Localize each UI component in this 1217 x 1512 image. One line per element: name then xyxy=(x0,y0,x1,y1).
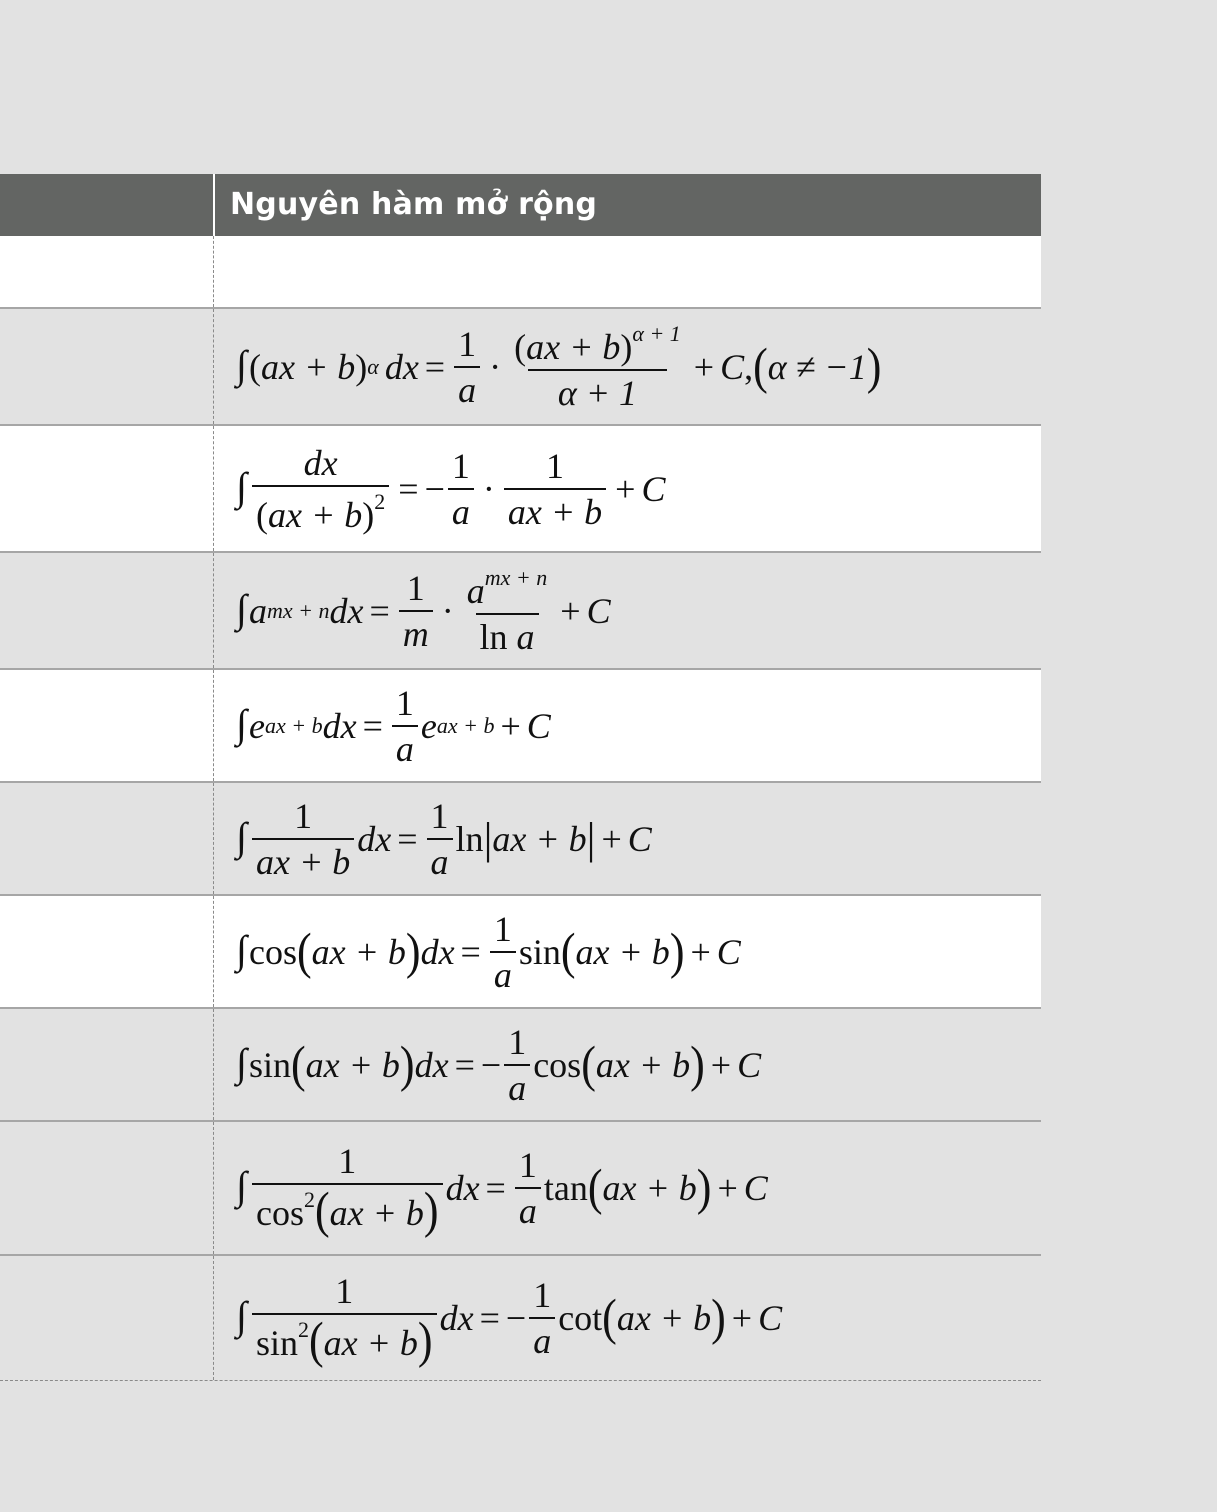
left-cell xyxy=(0,309,214,424)
table-row xyxy=(0,896,1041,1009)
left-cell xyxy=(0,783,214,894)
table-row xyxy=(0,426,1041,553)
formula-sec-squared: ∫ $\frac{1}{\cos^2(ax + b)}$ dx = $\frac{1}{a}$ tan ( ax + b ) + C xyxy=(236,1141,768,1239)
table-header xyxy=(0,174,1041,236)
formula-sine: ∫ sin ( ax + b ) dx = − $\frac{1}{a}$ cos ( ax + b ) + C xyxy=(236,1021,762,1108)
table-row xyxy=(0,1256,1041,1381)
table-row xyxy=(0,553,1041,670)
left-cell xyxy=(0,426,214,551)
formula-cosine: ∫ cos ( ax + b ) dx = $\frac{1}{a}$ sin ( ax + b ) + C xyxy=(236,908,741,995)
table-row xyxy=(0,1122,1041,1256)
antiderivative-table xyxy=(0,174,1041,1381)
formula-exponential-a: ∫ a mx + n dx = $\frac{1}{m}$ · $\frac{a^{mx + n}}{\text{ln a}}$ + C xyxy=(236,564,611,657)
left-cell xyxy=(0,670,214,781)
formula-csc-squared: ∫ $\frac{1}{\sin^2(ax + b)}$ dx = − $\frac{1}{a}$ cot ( ax + b ) + C xyxy=(236,1271,783,1369)
table-row xyxy=(0,309,1041,426)
left-cell xyxy=(0,236,214,307)
header-left-cell xyxy=(0,174,215,236)
left-cell xyxy=(0,1009,214,1120)
left-cell xyxy=(0,553,214,668)
table-row xyxy=(0,236,1041,309)
table-row xyxy=(0,1009,1041,1122)
left-cell xyxy=(0,1122,214,1254)
table-row xyxy=(0,783,1041,896)
header-title: Nguyên hàm mở rộng xyxy=(230,187,598,222)
formula-reciprocal: ∫ $\frac{1}{ax + b}$ dx = $\frac{1}{a}$ ln | ax + b | + C xyxy=(236,795,652,882)
formula-power: ∫ ( ax + b ) α dx = $\frac{1}{a}$ · $\frac{(ax + b)^{\alpha + 1}}{\alpha + 1}$ + C , ( α ≠ −1 ) xyxy=(236,320,882,413)
formula-inverse-square: ∫ $\frac{dx}{(ax + b)^2}$ = − $\frac{1}{a}$ · $\frac{1}{ax + b}$ + C xyxy=(236,442,666,535)
formula-exponential-e: ∫ e ax + b dx = $\frac{1}{a}$ e ax + b + C xyxy=(236,682,551,769)
left-cell xyxy=(0,896,214,1007)
left-cell xyxy=(0,1256,214,1380)
table-row xyxy=(0,670,1041,783)
